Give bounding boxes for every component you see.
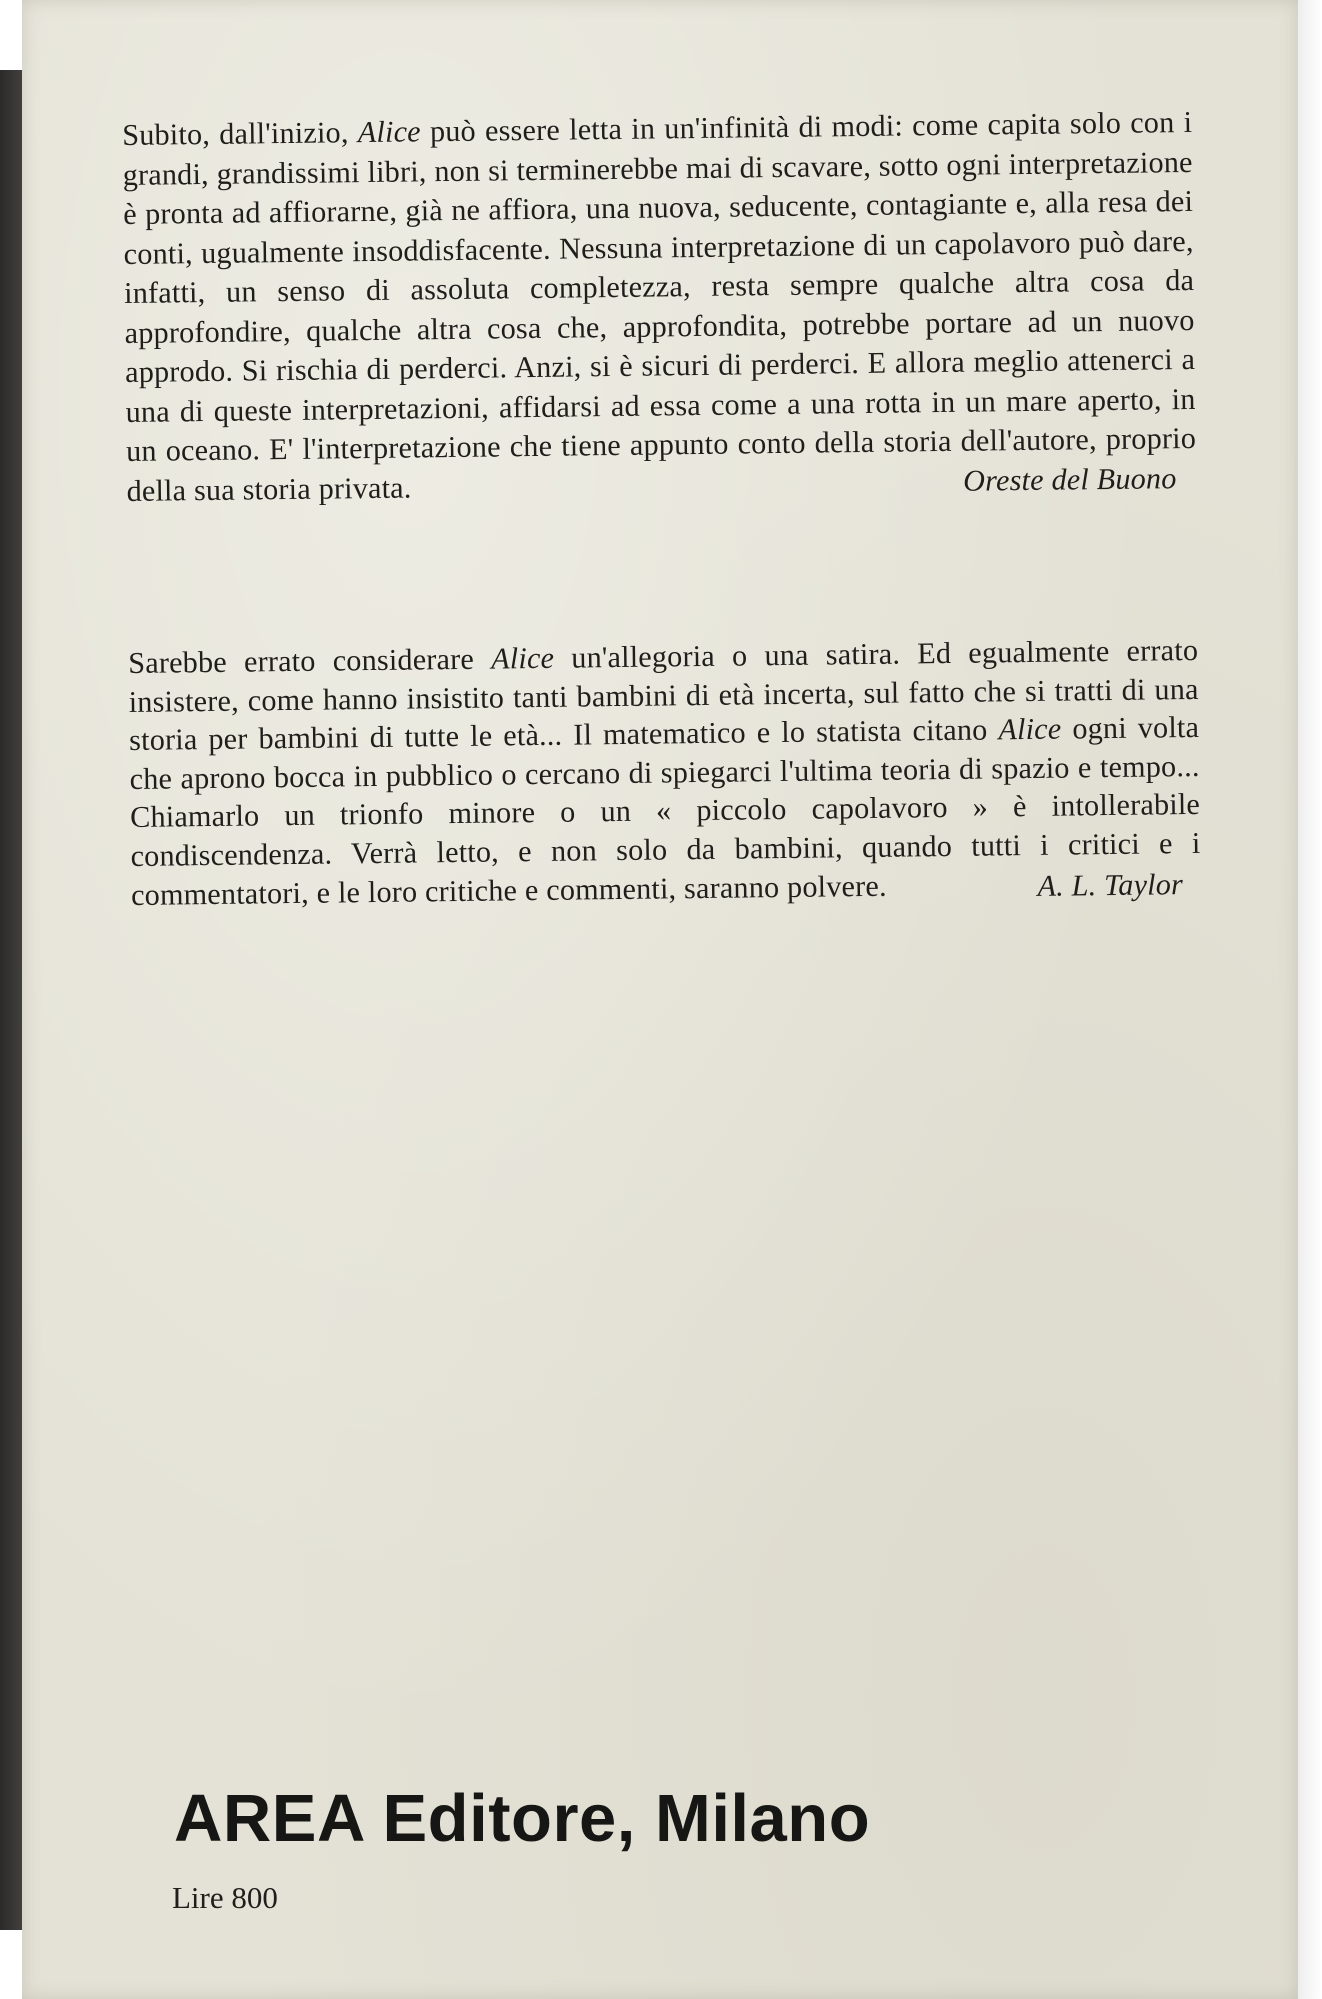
review-1-text-a: Subito, dall'inizio, <box>122 115 358 153</box>
book-title-alice: Alice <box>998 711 1062 747</box>
review-2-text-c: ogni volta che aprono bocca in pubblico o cercano di spiegarci l'ultima teoria di spazio e tempo... Chiamarlo un trionfo minore o un « piccolo capolavoro » è intollerabile condiscendenza. Verrà letto, e non solo da bambini, quando tutti i critici e i commentatori, e le loro critiche e commenti, saranno polvere. <box>129 710 1201 912</box>
publisher-name: AREA Editore, Milano <box>174 1781 871 1856</box>
review-1-text-b: può essere letta in un'infinità di modi: come capita solo con i grandi, grandissimi libri, non si terminerebbe mai di scavare, sotto ogni interpretazione è pronta ad affiorarne, già ne affiora, una nuova, seducente, contagiante e, alla resa dei conti, ugualmente insoddisfacente. Nessuna interpretazione di un capolavoro può dare, infatti, un senso di assoluta completezza, resta sempre qualche altra cosa da approfondire, qualche altra cosa che, approfondita, potrebbe portare ad un nuovo approdo. Si rischia di perderci. Anzi, si è sicuri di perderci. E allora meglio attenerci a una di queste interpretazioni, affidarsi ad essa come a una rotta in un mare aperto, in un oceano. E' l'interpretazione che tiene appunto conto della storia dell'autore, proprio della sua storia privata. <box>122 105 1197 508</box>
review-paragraph-1 <box>122 103 1197 512</box>
book-back-cover <box>22 0 1298 1999</box>
review-2-author: A. L. Taylor <box>1037 867 1184 904</box>
review-2-text-b: un'allegoria o una satira. Ed egualmente errato insistere, come hanno insistito tanti bambini di età incerta, sul fatto che si tratti di una storia per bambini di tutte le età... Il matematico e lo statista citano <box>128 633 1199 758</box>
price-label: Lire 800 <box>172 1880 278 1915</box>
review-paragraph-2 <box>128 631 1201 917</box>
review-2-text-a: Sarebbe errato considerare <box>128 641 492 681</box>
book-title-alice: Alice <box>357 114 421 150</box>
book-title-alice: Alice <box>490 640 555 676</box>
review-1-author: Oreste del Buono <box>962 461 1177 498</box>
